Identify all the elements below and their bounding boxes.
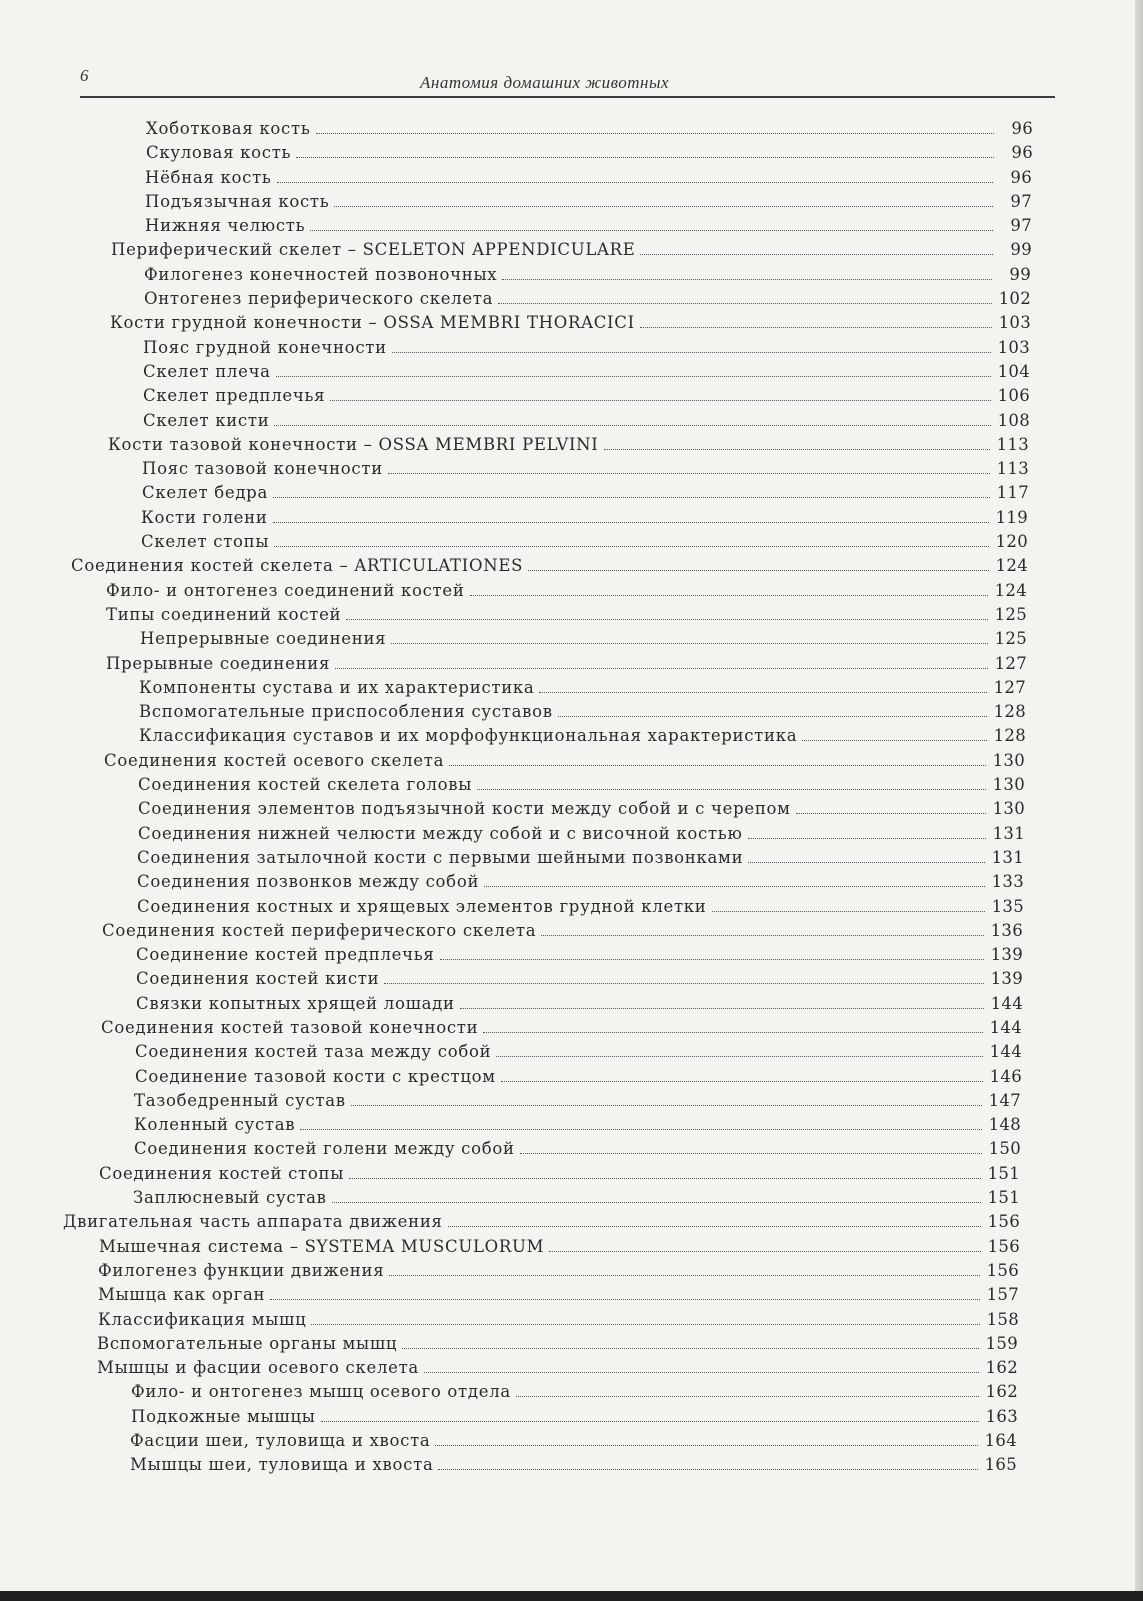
toc-entry-title: Соединения костей периферического скелета bbox=[102, 920, 537, 940]
toc-entry bbox=[0, 1137, 1143, 1161]
toc-entry bbox=[0, 433, 1143, 457]
toc-entry-title: Соединения позвонков между собой bbox=[137, 872, 480, 892]
toc-entry-title: Мышечная система – SYSTEMA MUSCULORUM bbox=[99, 1236, 545, 1256]
toc-entry-title: Фило- и онтогенез соединений костей bbox=[106, 580, 465, 600]
toc-entry-title: Скелет стопы bbox=[141, 532, 270, 552]
toc-entry-page: 151 bbox=[987, 1188, 1020, 1208]
toc-entry-page: 157 bbox=[986, 1285, 1019, 1305]
dot-leader bbox=[351, 1105, 982, 1106]
toc-entry-page: 96 bbox=[1011, 143, 1033, 163]
running-title: Анатомия домашних животных bbox=[420, 73, 670, 92]
toc-entry-page: 131 bbox=[991, 847, 1024, 867]
toc-entry bbox=[0, 1016, 1143, 1040]
toc-entry-page: 162 bbox=[985, 1358, 1018, 1378]
toc-entry-page: 158 bbox=[986, 1309, 1019, 1329]
toc-entry-title: Скелет бедра bbox=[142, 483, 268, 503]
dot-leader bbox=[448, 1226, 981, 1227]
toc-entry bbox=[0, 749, 1143, 773]
page-header bbox=[80, 62, 1055, 100]
toc-entry-title: Филогенез функции движения bbox=[98, 1260, 385, 1280]
toc-entry-page: 144 bbox=[989, 1042, 1022, 1062]
toc-entry-title: Кости тазовой конечности – OSSA MEMBRI PELVINI bbox=[108, 434, 599, 454]
toc-entry-page: 151 bbox=[987, 1163, 1020, 1183]
toc-entry-page: 104 bbox=[997, 361, 1030, 381]
dot-leader bbox=[310, 230, 993, 231]
toc-entry-title: Скелет предплечья bbox=[143, 386, 326, 406]
toc-entry-title: Соединения элементов подъязычной кости между собой и с черепом bbox=[138, 799, 791, 819]
toc-entry-page: 120 bbox=[995, 532, 1028, 552]
toc-entry bbox=[0, 1186, 1143, 1210]
toc-entry bbox=[0, 797, 1143, 821]
toc-entry bbox=[0, 554, 1143, 578]
toc-entry-title: Мышцы и фасции осевого скелета bbox=[97, 1358, 419, 1378]
toc-entry-page: 113 bbox=[996, 459, 1029, 479]
toc-entry-page: 130 bbox=[992, 799, 1025, 819]
header-rule bbox=[80, 96, 1055, 98]
toc-entry-page: 165 bbox=[984, 1455, 1017, 1475]
toc-entry-title: Соединения костей скелета – ARTICULATIONES bbox=[71, 556, 524, 576]
toc-entry-title: Соединения костей скелета головы bbox=[138, 775, 473, 795]
dot-leader bbox=[520, 1153, 982, 1154]
toc-entry-title: Соединения костей кисти bbox=[136, 969, 380, 989]
toc-entry bbox=[0, 1162, 1143, 1186]
toc-entry-title: Типы соединений костей bbox=[106, 604, 342, 624]
toc-entry-page: 150 bbox=[988, 1139, 1021, 1159]
dot-leader bbox=[516, 1396, 979, 1397]
toc-entry-title: Прерывные соединения bbox=[106, 653, 331, 673]
toc-entry-page: 133 bbox=[991, 872, 1024, 892]
dot-leader bbox=[470, 595, 988, 596]
toc-entry bbox=[0, 409, 1143, 433]
toc-entry-page: 164 bbox=[984, 1431, 1017, 1451]
toc-entry bbox=[0, 895, 1143, 919]
dot-leader bbox=[748, 838, 986, 839]
toc-entry-title: Соединения костей голени между собой bbox=[134, 1139, 515, 1159]
toc-entry-title: Скуловая кость bbox=[146, 143, 292, 163]
dot-leader bbox=[640, 327, 992, 328]
toc-entry-page: 139 bbox=[990, 969, 1023, 989]
toc-entry bbox=[0, 1405, 1143, 1429]
toc-entry-page: 139 bbox=[990, 945, 1023, 965]
dot-leader bbox=[277, 182, 993, 183]
toc-entry bbox=[0, 676, 1143, 700]
toc-entry bbox=[0, 360, 1143, 384]
dot-leader bbox=[389, 1275, 980, 1276]
toc-entry-title: Компоненты сустава и их характеристика bbox=[139, 677, 535, 697]
toc-entry-page: 156 bbox=[987, 1212, 1020, 1232]
toc-entry-title: Скелет плеча bbox=[143, 361, 271, 381]
toc-entry-page: 135 bbox=[991, 896, 1024, 916]
toc-entry bbox=[0, 579, 1143, 603]
toc-entry-page: 96 bbox=[1010, 167, 1032, 187]
dot-leader bbox=[435, 1445, 978, 1446]
toc-entry-page: 136 bbox=[990, 920, 1023, 940]
toc-entry-title: Подкожные мышцы bbox=[131, 1406, 316, 1426]
toc-entry-page: 163 bbox=[985, 1406, 1018, 1426]
toc-entry-title: Скелет кисти bbox=[143, 410, 270, 430]
toc-entry-page: 117 bbox=[996, 483, 1029, 503]
toc-entry-title: Нёбная кость bbox=[145, 167, 272, 187]
toc-entry-page: 108 bbox=[997, 410, 1030, 430]
dot-leader bbox=[388, 473, 990, 474]
dot-leader bbox=[273, 522, 989, 523]
toc-entry bbox=[0, 190, 1143, 214]
toc-entry-title: Вспомогательные приспособления суставов bbox=[139, 702, 553, 722]
dot-leader bbox=[501, 1081, 983, 1082]
toc-entry bbox=[0, 992, 1143, 1016]
toc-entry bbox=[0, 1065, 1143, 1089]
dot-leader bbox=[712, 911, 985, 912]
toc-entry-title: Соединения костей стопы bbox=[99, 1163, 345, 1183]
toc-entry-title: Непрерывные соединения bbox=[140, 629, 387, 649]
toc-entry-title: Фило- и онтогенез мышц осевого отдела bbox=[131, 1382, 511, 1402]
toc-entry-page: 146 bbox=[989, 1066, 1022, 1086]
toc-entry bbox=[0, 1283, 1143, 1307]
toc-entry bbox=[0, 166, 1143, 190]
toc-entry-page: 159 bbox=[985, 1333, 1018, 1353]
toc-entry-title: Подъязычная кость bbox=[145, 191, 330, 211]
toc-entry-page: 99 bbox=[1009, 264, 1031, 284]
dot-leader bbox=[496, 1056, 983, 1057]
dot-leader bbox=[402, 1348, 979, 1349]
toc-entry bbox=[0, 943, 1143, 967]
toc-entry bbox=[0, 627, 1143, 651]
toc-entry bbox=[0, 1040, 1143, 1064]
dot-leader bbox=[276, 376, 991, 377]
dot-leader bbox=[384, 983, 984, 984]
toc-entry-title: Соединения костей тазовой конечности bbox=[101, 1017, 479, 1037]
toc-entry-title: Соединение костей предплечья bbox=[136, 945, 435, 965]
dot-leader bbox=[748, 862, 985, 863]
toc-entry bbox=[0, 263, 1143, 287]
toc-entry-page: 103 bbox=[997, 337, 1030, 357]
toc-entry bbox=[0, 1453, 1143, 1477]
toc-entry-page: 156 bbox=[987, 1236, 1020, 1256]
dot-leader bbox=[502, 279, 992, 280]
toc-entry bbox=[0, 287, 1143, 311]
toc-entry bbox=[0, 1332, 1143, 1356]
dot-leader bbox=[539, 692, 987, 693]
toc-entry bbox=[0, 1089, 1143, 1113]
toc-entry bbox=[0, 846, 1143, 870]
dot-leader bbox=[391, 643, 988, 644]
toc-entry bbox=[0, 870, 1143, 894]
dot-leader bbox=[330, 400, 991, 401]
toc-entry-page: 125 bbox=[994, 604, 1027, 624]
toc-entry-page: 127 bbox=[993, 677, 1026, 697]
toc-entry-page: 128 bbox=[993, 726, 1026, 746]
toc-entry-title: Соединения нижней челюсти между собой и с височной костью bbox=[138, 823, 743, 843]
dot-leader bbox=[460, 1008, 984, 1009]
toc-entry-page: 147 bbox=[988, 1090, 1021, 1110]
toc-entry bbox=[0, 724, 1143, 748]
toc-entry bbox=[0, 311, 1143, 335]
toc-entry bbox=[0, 603, 1143, 627]
toc-entry-title: Связки копытных хрящей лошади bbox=[136, 993, 455, 1013]
toc-entry-title: Соединение тазовой кости с крестцом bbox=[135, 1066, 496, 1086]
toc-entry-title: Периферический скелет – SCELETON APPENDICULARE bbox=[111, 240, 636, 260]
toc-entry bbox=[0, 238, 1143, 262]
toc-entry-page: 97 bbox=[1010, 216, 1032, 236]
toc-entry-title: Пояс тазовой конечности bbox=[142, 459, 383, 479]
dot-leader bbox=[334, 206, 993, 207]
toc-entry-page: 103 bbox=[998, 313, 1031, 333]
dot-leader bbox=[321, 1421, 979, 1422]
dot-leader bbox=[349, 1178, 981, 1179]
toc-entry bbox=[0, 652, 1143, 676]
dot-leader bbox=[392, 352, 991, 353]
toc-entry-page: 144 bbox=[989, 1017, 1022, 1037]
toc-entry bbox=[0, 384, 1143, 408]
toc-entry bbox=[0, 919, 1143, 943]
toc-entry-page: 148 bbox=[988, 1115, 1021, 1135]
toc-entry-page: 162 bbox=[985, 1382, 1018, 1402]
toc-entry-title: Соединения затылочной кости с первыми шейными позвонками bbox=[137, 847, 744, 867]
toc-entry bbox=[0, 481, 1143, 505]
toc-entry bbox=[0, 506, 1143, 530]
toc-entry-title: Кости грудной конечности – OSSA MEMBRI THORACICI bbox=[110, 313, 635, 333]
dot-leader bbox=[604, 449, 990, 450]
toc-entry-title: Коленный сустав bbox=[134, 1115, 296, 1135]
dot-leader bbox=[640, 254, 993, 255]
toc-entry-page: 144 bbox=[990, 993, 1023, 1013]
page-number: 6 bbox=[80, 66, 89, 85]
dot-leader bbox=[311, 1324, 980, 1325]
dot-leader bbox=[802, 740, 987, 741]
toc-entry bbox=[0, 1210, 1143, 1234]
toc-entry bbox=[0, 1356, 1143, 1380]
toc-entry-title: Фасции шеи, туловища и хвоста bbox=[130, 1431, 431, 1451]
toc-entry bbox=[0, 773, 1143, 797]
dot-leader bbox=[316, 133, 994, 134]
toc-entry bbox=[0, 1259, 1143, 1283]
toc-entry-title: Соединения костей таза между собой bbox=[135, 1042, 492, 1062]
dot-leader bbox=[270, 1299, 980, 1300]
dot-leader bbox=[274, 425, 991, 426]
toc-entry bbox=[0, 214, 1143, 238]
toc-entry-page: 113 bbox=[996, 434, 1029, 454]
toc-entry-title: Классификация суставов и их морфофункциональная характеристика bbox=[139, 726, 798, 746]
toc-entry bbox=[0, 1429, 1143, 1453]
dot-leader bbox=[346, 619, 988, 620]
toc-entry bbox=[0, 1380, 1143, 1404]
dot-leader bbox=[484, 886, 985, 887]
toc-entry-page: 99 bbox=[1010, 240, 1032, 260]
dot-leader bbox=[273, 497, 990, 498]
dot-leader bbox=[477, 789, 986, 790]
toc-entry-title: Онтогенез периферического скелета bbox=[144, 289, 494, 309]
dot-leader bbox=[440, 959, 985, 960]
toc-entry-page: 96 bbox=[1011, 119, 1033, 138]
dot-leader bbox=[483, 1032, 983, 1033]
toc-entry-title: Хоботковая кость bbox=[146, 119, 311, 138]
toc-entry bbox=[0, 1113, 1143, 1137]
toc-entry-title: Классификация мышц bbox=[98, 1309, 307, 1329]
toc-entry-title: Филогенез конечностей позвоночных bbox=[144, 264, 498, 284]
toc-entry bbox=[0, 530, 1143, 554]
toc-entry-page: 128 bbox=[993, 702, 1026, 722]
toc-entry-page: 124 bbox=[994, 580, 1027, 600]
toc-entry-page: 156 bbox=[986, 1260, 1019, 1280]
toc-entry-page: 106 bbox=[997, 386, 1030, 406]
toc-entry-title: Тазобедренный сустав bbox=[134, 1090, 346, 1110]
dot-leader bbox=[528, 570, 989, 571]
toc-entry-page: 131 bbox=[992, 823, 1025, 843]
toc-entry-title: Нижняя челюсть bbox=[145, 216, 306, 236]
dot-leader bbox=[300, 1129, 982, 1130]
toc-entry-page: 125 bbox=[994, 629, 1027, 649]
toc-entry bbox=[0, 457, 1143, 481]
dot-leader bbox=[335, 668, 988, 669]
toc-entry bbox=[0, 117, 1143, 141]
dot-leader bbox=[438, 1469, 978, 1470]
toc-entry-page: 124 bbox=[995, 556, 1028, 576]
toc-entry-title: Заплюсневый сустав bbox=[133, 1188, 327, 1208]
table-of-contents bbox=[0, 117, 1143, 1478]
toc-entry bbox=[0, 1235, 1143, 1259]
toc-entry-title: Соединения костей осевого скелета bbox=[104, 750, 445, 770]
toc-entry-title: Пояс грудной конечности bbox=[143, 337, 387, 357]
toc-entry bbox=[0, 822, 1143, 846]
toc-entry bbox=[0, 967, 1143, 991]
dot-leader bbox=[449, 765, 986, 766]
dot-leader bbox=[424, 1372, 979, 1373]
toc-entry-title: Двигательная часть аппарата движения bbox=[63, 1212, 443, 1232]
dot-leader bbox=[332, 1202, 981, 1203]
dot-leader bbox=[541, 935, 984, 936]
toc-entry bbox=[0, 1308, 1143, 1332]
toc-entry bbox=[0, 336, 1143, 360]
dot-leader bbox=[796, 813, 986, 814]
toc-entry-page: 127 bbox=[994, 653, 1027, 673]
dot-leader bbox=[549, 1251, 981, 1252]
toc-entry-title: Соединения костных и хрящевых элементов грудной клетки bbox=[137, 896, 707, 916]
toc-entry-title: Кости голени bbox=[141, 507, 268, 527]
toc-entry bbox=[0, 700, 1143, 724]
scan-bottom-edge bbox=[0, 1591, 1143, 1601]
dot-leader bbox=[498, 303, 992, 304]
toc-entry-page: 130 bbox=[992, 775, 1025, 795]
toc-entry-title: Мышцы шеи, туловища и хвоста bbox=[130, 1455, 434, 1475]
toc-entry-page: 97 bbox=[1010, 191, 1032, 211]
toc-entry-page: 130 bbox=[992, 750, 1025, 770]
toc-entry-title: Мышца как орган bbox=[98, 1285, 266, 1305]
toc-entry-page: 102 bbox=[998, 289, 1031, 309]
dot-leader bbox=[558, 716, 987, 717]
dot-leader bbox=[296, 157, 994, 158]
toc-entry-page: 119 bbox=[995, 507, 1028, 527]
toc-entry-title: Вспомогательные органы мышц bbox=[97, 1333, 398, 1353]
dot-leader bbox=[274, 546, 989, 547]
toc-entry bbox=[0, 141, 1143, 165]
